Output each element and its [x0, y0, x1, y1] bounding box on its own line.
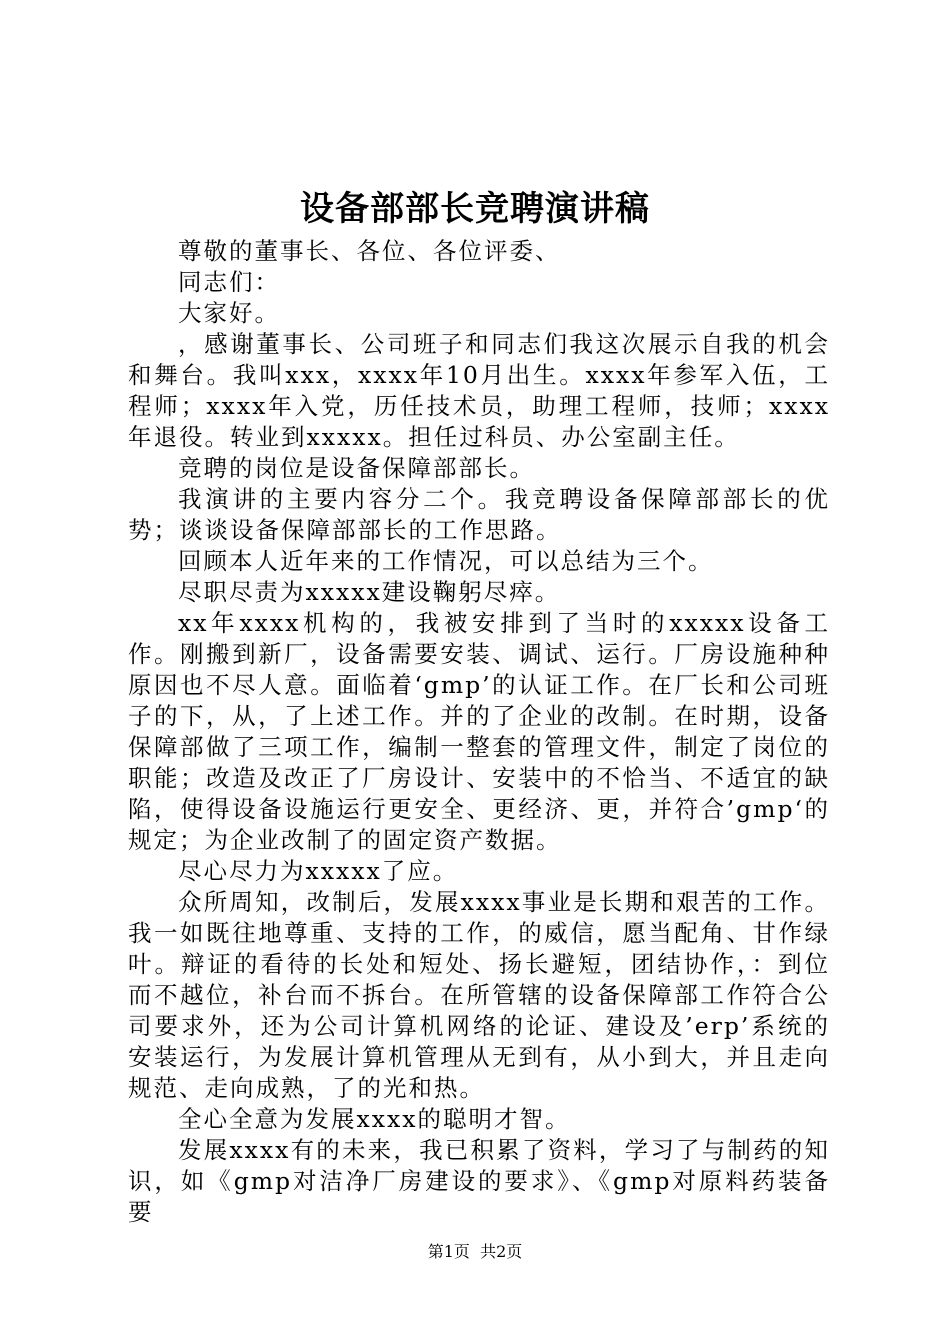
paragraph-section-2: 众所周知，改制后，发展xxxx事业是长期和艰苦的工作。我一如既往地尊重、支持的工作，的威信，愿当配角、甘作绿叶。辩证的看待的长处和短处、扬长避短，团结协作，：到位而不越位，补台而不拆台。在所管辖的设备保障部工作符合公司要求外，还为公司计算机网络的论证、建设及’erp’系统的安装运行，为发展计算机管理从无到有，从小到大，并且走向规范、走向成熟，了的光和热。	[128, 888, 830, 1102]
paragraph-heading-1: 尽职尽责为xxxxx建设鞠躬尽瘁。	[178, 578, 561, 606]
paragraph-introduction: ，感谢董事长、公司班子和同志们我这次展示自我的机会和舞台。我叫xxx，xxxx年10月出生。xxxx年参军入伍，工程师；xxxx年入党，历任技术员，助理工程师，技师；xxxx年退役。转业到xxxxx。担任过科员、办公室副主任。	[128, 330, 830, 451]
paragraph-section-1: xx年xxxx机构的，我被安排到了当时的xxxxx设备工作。刚搬到新厂，设备需要安装、调试、运行。厂房设施种种原因也不尽人意。面临着‘gmp’的认证工作。在厂长和公司班子的下，从，了上述工作。并的了企业的改制。在时期，设备保障部做了三项工作，编制一整套的管理文件，制定了岗位的职能；改造及改正了厂房设计、安装中的不恰当、不适宜的缺陷，使得设备设施运行更安全、更经济、更，并符合’gmp‘的规定；为企业改制了的固定资产数据。	[128, 609, 830, 854]
document-title: 设备部部长竞聘演讲稿	[300, 189, 650, 229]
paragraph-outline: 我演讲的主要内容分二个。我竞聘设备保障部部长的优势；谈谈设备保障部部长的工作思路。	[128, 485, 830, 544]
paragraph-salutation-1: 尊敬的董事长、各位、各位评委、	[178, 237, 561, 265]
paragraph-salutation-2: 同志们：	[178, 268, 280, 296]
page-footer	[0, 1240, 950, 1264]
paragraph-section-3: 发展xxxx有的未来，我已积累了资料，学习了与制药的知识，如《gmp对洁净厂房建设的要求》、《gmp对原料药装备要	[128, 1136, 830, 1226]
page-total: 共2页	[480, 1242, 523, 1261]
paragraph-greeting: 大家好。	[178, 299, 280, 327]
paragraph-review: 回顾本人近年来的工作情况，可以总结为三个。	[178, 547, 714, 575]
page-number: 第1页	[427, 1242, 470, 1261]
paragraph-heading-2: 尽心尽力为xxxxx了应。	[178, 857, 459, 885]
paragraph-position: 竞聘的岗位是设备保障部部长。	[178, 454, 535, 482]
document-body	[128, 236, 830, 1228]
paragraph-heading-3: 全心全意为发展xxxx的聪明才智。	[178, 1105, 571, 1133]
